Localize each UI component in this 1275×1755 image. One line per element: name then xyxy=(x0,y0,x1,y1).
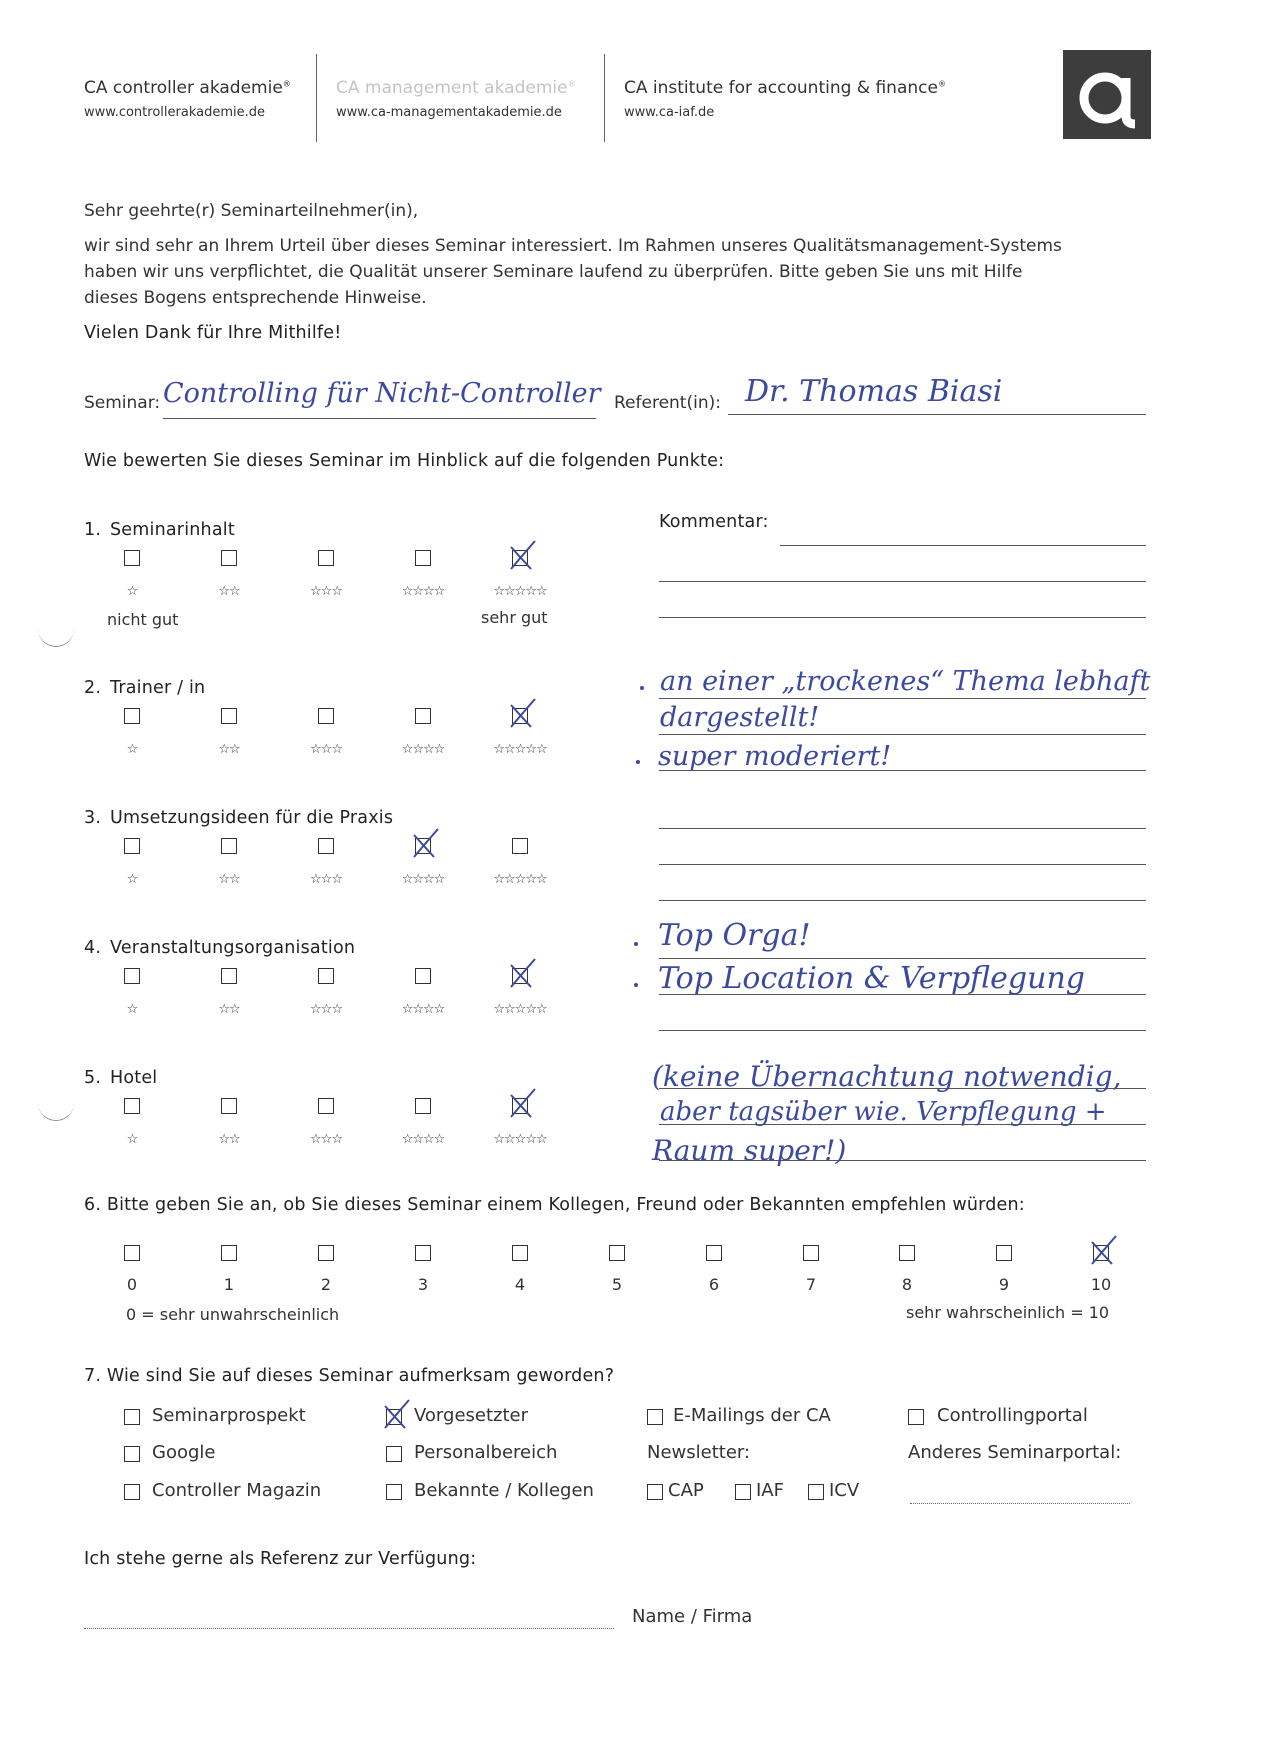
rating-checkbox[interactable] xyxy=(221,838,237,854)
recommend-number: 8 xyxy=(901,1275,913,1294)
scale-high-label: sehr gut xyxy=(481,608,548,627)
criterion-number: 1. xyxy=(84,520,102,540)
recommend-number: 6 xyxy=(708,1275,720,1294)
rating-checkbox[interactable] xyxy=(415,550,431,566)
rating-checkbox[interactable] xyxy=(415,708,431,724)
recommend-checkbox[interactable] xyxy=(706,1245,722,1261)
source-option-label: Google xyxy=(152,1442,216,1463)
rating-stars: ☆☆☆☆☆ xyxy=(493,872,547,887)
criterion-number: 4. xyxy=(84,938,102,958)
rating-checkbox[interactable] xyxy=(221,1098,237,1114)
rating-checkbox[interactable] xyxy=(124,968,140,984)
recommend-number: 0 xyxy=(126,1275,138,1294)
recommend-number: 1 xyxy=(223,1275,235,1294)
controllingportal-checkbox[interactable] xyxy=(908,1409,924,1425)
recommend-high-label: sehr wahrscheinlich = 10 xyxy=(906,1303,1110,1322)
rating-checkbox[interactable] xyxy=(124,550,140,566)
comment-trainer-3: super moderiert! xyxy=(658,741,892,772)
org-url-management-akademie: www.ca-managementakademie.de xyxy=(336,105,562,120)
rating-stars: ☆ xyxy=(126,584,138,599)
recommend-question: 6. Bitte geben Sie an, ob Sie dieses Seminar einem Kollegen, Freund oder Bekannten empfehlen würden: xyxy=(84,1195,1025,1215)
comment-label: Kommentar: xyxy=(659,512,769,532)
reference-label: Ich stehe gerne als Referenz zur Verfügung: xyxy=(84,1549,477,1569)
comment-bullet xyxy=(634,983,638,987)
org-name-controller-akademie: CA controller akademie® xyxy=(84,78,291,98)
criterion-label: Umsetzungsideen für die Praxis xyxy=(110,808,394,828)
rating-stars: ☆☆☆ xyxy=(310,1002,342,1017)
comment-trainer-2: dargestellt! xyxy=(660,702,820,733)
referent-value[interactable]: Dr. Thomas Biasi xyxy=(745,374,1003,409)
rating-question: Wie bewerten Sie dieses Seminar im Hinblick auf die folgenden Punkte: xyxy=(84,451,725,471)
comment-line xyxy=(659,864,1146,865)
email-label: E-Mailings der CA xyxy=(673,1405,831,1426)
comment-trainer-1: an einer „trockenes“ Thema lebhaft xyxy=(660,666,1151,697)
newsletter-iaf-label: IAF xyxy=(756,1480,784,1501)
recommend-number: 7 xyxy=(805,1275,817,1294)
scale-low-label: nicht gut xyxy=(107,610,179,629)
rating-checkbox[interactable] xyxy=(124,838,140,854)
source-question: 7. Wie sind Sie auf dieses Seminar aufmerksam geworden? xyxy=(84,1366,615,1386)
rating-stars: ☆☆☆☆☆ xyxy=(493,742,547,757)
source-checkbox[interactable] xyxy=(386,1409,402,1425)
org-name-institute: CA institute for accounting & finance® xyxy=(624,78,946,98)
rating-stars: ☆☆ xyxy=(218,584,240,599)
comment-bullet xyxy=(640,686,644,690)
criterion-label: Hotel xyxy=(110,1068,158,1088)
seminar-underline xyxy=(163,418,596,419)
rating-stars: ☆☆☆ xyxy=(310,742,342,757)
margin-mark xyxy=(38,1100,74,1121)
thanks-text: Vielen Dank für Ihre Mithilfe! xyxy=(84,323,342,343)
comment-hotel-1: (keine Übernachtung notwendig, xyxy=(652,1060,1122,1093)
newsletter-icv-label: ICV xyxy=(829,1480,860,1501)
intro-line-3: dieses Bogens entsprechende Hinweise. xyxy=(84,288,427,308)
comment-line xyxy=(659,958,1146,959)
criterion-number: 5. xyxy=(84,1068,102,1088)
rating-stars: ☆☆☆ xyxy=(310,1132,342,1147)
comment-orga-2: Top Location & Verpflegung xyxy=(658,961,1085,996)
source-option-label: Vorgesetzter xyxy=(414,1405,529,1426)
newsletter-iaf-checkbox[interactable] xyxy=(735,1484,751,1500)
criterion-label: Veranstaltungsorganisation xyxy=(110,938,356,958)
comment-line xyxy=(659,900,1146,901)
rating-checkbox[interactable] xyxy=(415,838,431,854)
comment-hotel-3: Raum super!) xyxy=(652,1134,847,1167)
rating-checkbox[interactable] xyxy=(512,968,528,984)
org-name-management-akademie: CA management akademie® xyxy=(336,78,576,98)
email-checkbox[interactable] xyxy=(647,1409,663,1425)
rating-checkbox[interactable] xyxy=(318,550,334,566)
newsletter-cap-checkbox[interactable] xyxy=(647,1484,663,1500)
recommend-number: 10 xyxy=(1090,1275,1112,1294)
comment-hotel-2: aber tagsüber wie. Verpflegung + xyxy=(660,1097,1107,1127)
recommend-checkbox[interactable] xyxy=(803,1245,819,1261)
seminar-label: Seminar: xyxy=(84,393,161,413)
source-checkbox[interactable] xyxy=(124,1484,140,1500)
rating-checkbox[interactable] xyxy=(221,968,237,984)
referent-underline xyxy=(728,414,1146,415)
rating-stars: ☆☆☆☆ xyxy=(401,584,445,599)
rating-checkbox[interactable] xyxy=(512,550,528,566)
recommend-checkbox[interactable] xyxy=(415,1245,431,1261)
rating-checkbox[interactable] xyxy=(124,708,140,724)
margin-mark xyxy=(38,626,74,647)
recommend-number: 9 xyxy=(998,1275,1010,1294)
criterion-label: Seminarinhalt xyxy=(110,520,235,540)
source-checkbox[interactable] xyxy=(124,1409,140,1425)
comment-orga-1: Top Orga! xyxy=(658,918,811,953)
recommend-checkbox[interactable] xyxy=(124,1245,140,1261)
recommend-checkbox[interactable] xyxy=(512,1245,528,1261)
seminar-value[interactable]: Controlling für Nicht-Controller xyxy=(163,378,601,409)
newsletter-cap-label: CAP xyxy=(668,1480,704,1501)
header-divider xyxy=(316,54,317,142)
comment-line xyxy=(659,734,1146,735)
rating-stars: ☆☆ xyxy=(218,742,240,757)
org-url-controller-akademie: www.controllerakademie.de xyxy=(84,105,265,120)
rating-stars: ☆☆☆☆ xyxy=(401,1132,445,1147)
rating-stars: ☆☆☆☆ xyxy=(401,872,445,887)
intro-line-2: haben wir uns verpflichtet, die Qualität unserer Seminare laufend zu überprüfen. Bitte geben Sie uns mit Hilfe xyxy=(84,262,1023,282)
rating-stars: ☆ xyxy=(126,872,138,887)
rating-checkbox[interactable] xyxy=(318,1098,334,1114)
rating-checkbox[interactable] xyxy=(415,1098,431,1114)
rating-checkbox[interactable] xyxy=(318,968,334,984)
source-checkbox[interactable] xyxy=(124,1446,140,1462)
other-portal-field[interactable] xyxy=(910,1503,1130,1504)
rating-stars: ☆☆☆ xyxy=(310,872,342,887)
rating-checkbox[interactable] xyxy=(124,1098,140,1114)
rating-stars: ☆☆☆ xyxy=(310,584,342,599)
comment-line xyxy=(659,698,1146,699)
comment-line xyxy=(659,581,1146,582)
source-checkbox[interactable] xyxy=(386,1446,402,1462)
header-divider xyxy=(604,54,605,142)
rating-stars: ☆☆☆☆ xyxy=(401,1002,445,1017)
rating-checkbox[interactable] xyxy=(318,838,334,854)
referent-label: Referent(in): xyxy=(614,393,721,413)
rating-stars: ☆☆ xyxy=(218,1002,240,1017)
rating-checkbox[interactable] xyxy=(221,708,237,724)
newsletter-icv-checkbox[interactable] xyxy=(808,1484,824,1500)
source-option-label: Seminarprospekt xyxy=(152,1405,306,1426)
criterion-label: Trainer / in xyxy=(110,678,206,698)
comment-line xyxy=(659,617,1146,618)
recommend-number: 4 xyxy=(514,1275,526,1294)
comment-line xyxy=(659,1030,1146,1031)
salutation: Sehr geehrte(r) Seminarteilnehmer(in), xyxy=(84,201,419,221)
recommend-checkbox[interactable] xyxy=(318,1245,334,1261)
org-url-institute: www.ca-iaf.de xyxy=(624,105,715,120)
rating-stars: ☆☆☆☆ xyxy=(401,742,445,757)
comment-line xyxy=(780,545,1146,546)
reference-name-label: Name / Firma xyxy=(632,1606,753,1627)
rating-stars: ☆ xyxy=(126,1132,138,1147)
recommend-checkbox[interactable] xyxy=(996,1245,1012,1261)
source-checkbox[interactable] xyxy=(386,1484,402,1500)
rating-stars: ☆☆ xyxy=(218,872,240,887)
controllingportal-label: Controllingportal xyxy=(937,1405,1088,1426)
recommend-checkbox[interactable] xyxy=(221,1245,237,1261)
recommend-number: 3 xyxy=(417,1275,429,1294)
rating-stars: ☆☆ xyxy=(218,1132,240,1147)
recommend-number: 5 xyxy=(611,1275,623,1294)
rating-checkbox[interactable] xyxy=(415,968,431,984)
comment-bullet xyxy=(634,942,638,946)
rating-checkbox[interactable] xyxy=(512,838,528,854)
rating-checkbox[interactable] xyxy=(221,550,237,566)
rating-stars: ☆ xyxy=(126,1002,138,1017)
criterion-number: 2. xyxy=(84,678,102,698)
rating-stars: ☆☆☆☆☆ xyxy=(493,584,547,599)
rating-stars: ☆☆☆☆☆ xyxy=(493,1002,547,1017)
rating-checkbox[interactable] xyxy=(512,1098,528,1114)
recommend-low-label: 0 = sehr unwahrscheinlich xyxy=(126,1305,340,1324)
source-option-label: Controller Magazin xyxy=(152,1480,322,1501)
rating-stars: ☆☆☆☆☆ xyxy=(493,1132,547,1147)
comment-bullet xyxy=(636,760,640,764)
rating-stars: ☆ xyxy=(126,742,138,757)
newsletter-label: Newsletter: xyxy=(647,1442,751,1463)
recommend-number: 2 xyxy=(320,1275,332,1294)
intro-line-1: wir sind sehr an Ihrem Urteil über dieses Seminar interessiert. Im Rahmen unseres Qualitätsmanagement-Systems xyxy=(84,236,1062,256)
recommend-checkbox[interactable] xyxy=(609,1245,625,1261)
source-option-label: Personalbereich xyxy=(414,1442,558,1463)
rating-checkbox[interactable] xyxy=(318,708,334,724)
criterion-number: 3. xyxy=(84,808,102,828)
ca-logo xyxy=(1063,50,1151,139)
reference-name-field[interactable] xyxy=(84,1628,614,1629)
recommend-checkbox[interactable] xyxy=(899,1245,915,1261)
rating-checkbox[interactable] xyxy=(512,708,528,724)
other-portal-label: Anderes Seminarportal: xyxy=(908,1442,1122,1463)
comment-line xyxy=(659,828,1146,829)
source-option-label: Bekannte / Kollegen xyxy=(414,1480,594,1501)
recommend-checkbox[interactable] xyxy=(1093,1245,1109,1261)
